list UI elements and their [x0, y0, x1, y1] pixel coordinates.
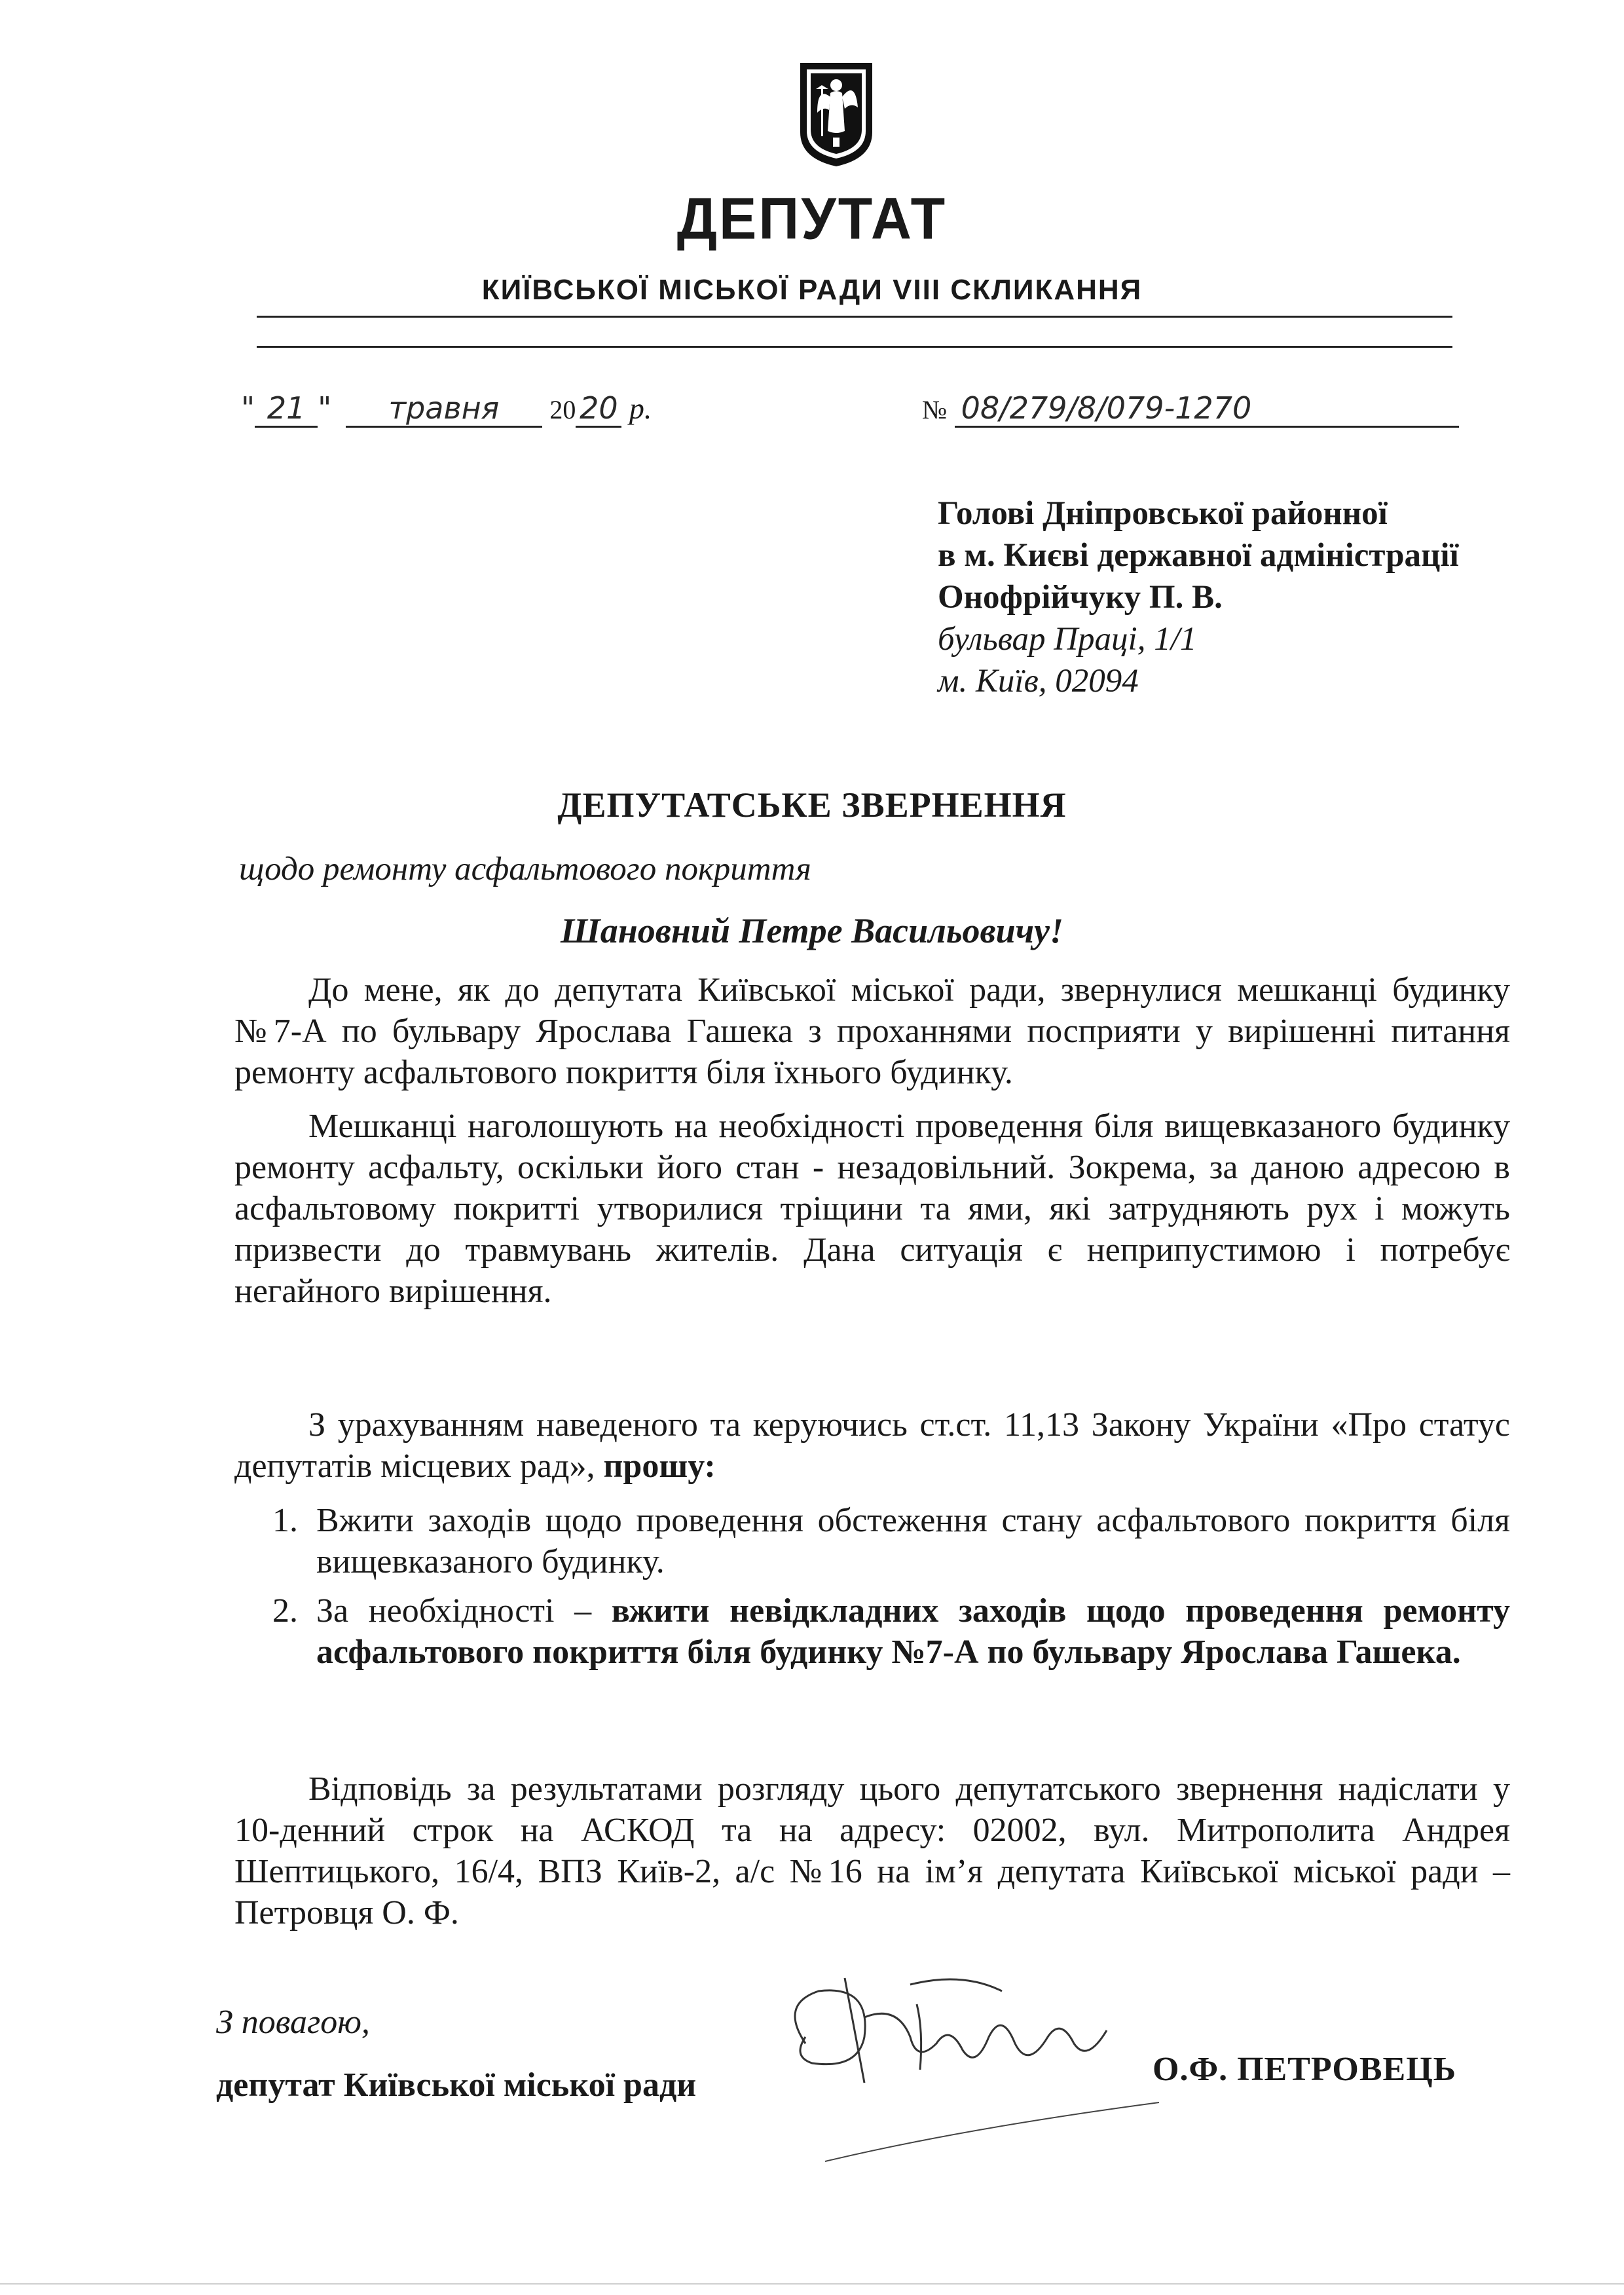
date-year-suffix: 20 — [576, 390, 621, 428]
header-rule-top — [257, 316, 1452, 318]
request-list — [234, 1500, 1510, 1673]
date-day: 21 — [255, 390, 318, 428]
document-date: " 21 " травня 20 20 р. — [241, 390, 652, 428]
list-item — [234, 1590, 1510, 1673]
body-paragraph-4 — [234, 1768, 1510, 1933]
body-paragraph-3 — [234, 1404, 1510, 1487]
list-item-number: 1. — [272, 1502, 298, 1539]
addressee-line: в м. Києві державної адміністрації — [938, 537, 1459, 574]
greeting: Шановний Петре Васильовичу! — [560, 911, 1064, 950]
signer-position: депутат Київської міської ради — [216, 2066, 697, 2104]
document-subject: щодо ремонту асфальтового покриття — [239, 851, 811, 887]
paragraph-text: З урахуванням наведеного та керуючись ст.ст. 11,13 Закону України «Про статус депутатів місцевих рад», — [234, 1406, 1510, 1485]
scan-edge-line — [0, 2283, 1624, 2285]
list-item-bold-text: вжити невідкладних заходів щодо проведення ремонту асфальтового покриття біля будинку №7-А по бульвару Ярослава Гашека. — [316, 1592, 1510, 1671]
header-subtitle: КИЇВСЬКОЇ МІСЬКОЇ РАДИ VIII СКЛИКАННЯ — [481, 274, 1143, 306]
list-item-text: Вжити заходів щодо проведення обстеження стану асфальтового покриття біля вищевказаного будинку. — [316, 1502, 1510, 1580]
addressee-line: Голові Дніпровської районної — [938, 495, 1388, 532]
addressee-city: м. Київ, 02094 — [938, 663, 1139, 700]
date-year-prefix: 20 — [549, 395, 576, 424]
date-month: травня — [346, 390, 542, 428]
signer-name: О.Ф. ПЕТРОВЕЦЬ — [1153, 2051, 1457, 2088]
number-label: № — [922, 395, 948, 424]
list-item-number: 2. — [272, 1592, 298, 1630]
header-rule-bottom — [257, 346, 1452, 348]
document-title: ДЕПУТАТСЬКЕ ЗВЕРНЕННЯ — [557, 785, 1067, 825]
addressee-name: Онофрійчуку П. В. — [938, 579, 1223, 616]
addressee-street: бульвар Праці, 1/1 — [938, 621, 1197, 658]
signature-block — [216, 1991, 696, 2117]
body-paragraph-2 — [234, 1106, 1510, 1312]
handwritten-signature — [766, 1965, 1172, 2181]
date-year-end: р. — [629, 392, 652, 425]
body-paragraph-1 — [234, 969, 1510, 1093]
paragraph-text: До мене, як до депутата Київської міської ради, звернулися мешканці будинку №7-А по бульвару Ярослава Гашека з проханнями посприяти у вирішенні питання ремонту асфальтового покриття біля їхнього будинку. — [234, 971, 1510, 1091]
header-title: ДЕПУТАТ — [676, 185, 948, 252]
document-number — [922, 390, 1459, 428]
number-value: 08/279/8/079-1270 — [955, 390, 1459, 428]
request-word: прошу: — [603, 1447, 716, 1485]
addressee-block — [938, 493, 1459, 702]
list-item-text: За необхідності – — [316, 1592, 592, 1630]
paragraph-text: Мешканці наголошують на необхідності проведення біля вищевказаного будинку ремонту асфальту, оскільки його стан - незадовільний. Зокрема, за даною адресою в асфальтовому покритті утворилися тріщини та ями, які затрудняють рух і можуть призвести до травмувань жителів. Дана ситуація є неприпустимою і потребує негайного вирішення. — [234, 1108, 1510, 1310]
kyiv-coat-of-arms-icon — [798, 60, 875, 169]
paragraph-text: Відповідь за результатами розгляду цього депутатського звернення надіслати у 10-денний строк на АСКОД та на адресу: 02002, вул. Митрополита Андрея Шептицького, 16/4, ВПЗ Київ-2, а/с №16 на ім’я депутата Київської міської ради – Петровця О. Ф. — [234, 1770, 1510, 1931]
list-item — [234, 1500, 1510, 1582]
closing-text: З повагою, — [216, 2004, 370, 2041]
